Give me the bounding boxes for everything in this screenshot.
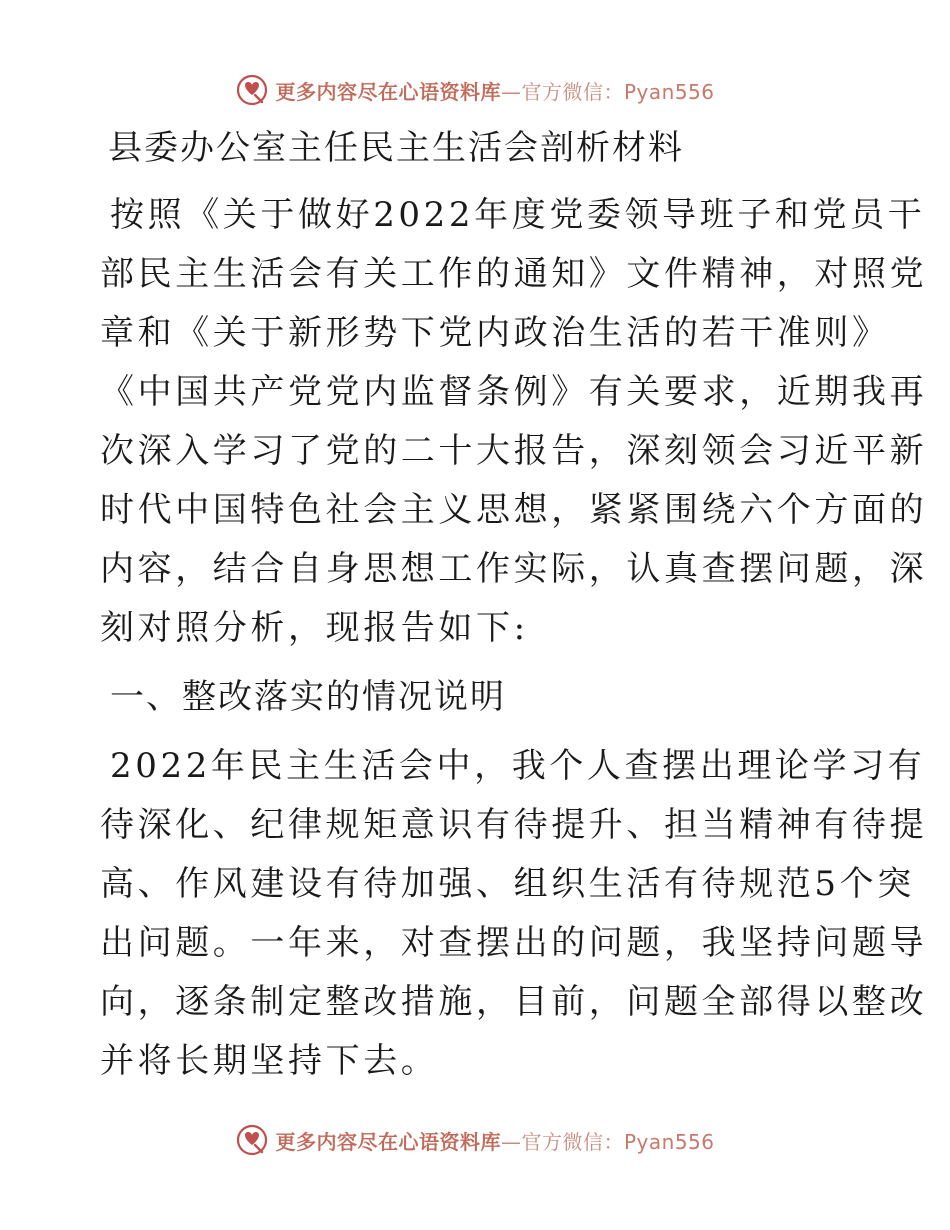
paragraph-line: 向，逐条制定整改措施，目前，问题全部得以整改 bbox=[100, 982, 928, 1022]
paragraph-line: 《中国共产党党内监督条例》有关要求，近期我再 bbox=[100, 372, 928, 412]
paragraph-line: 待深化、纪律规矩意识有待提升、担当精神有待提 bbox=[100, 805, 928, 845]
paragraph-line: 2022年民主生活会中，我个人查摆出理论学习有 bbox=[110, 746, 926, 786]
paragraph-line: 章和《关于新形势下党内政治生活的若干准则》 bbox=[100, 313, 890, 353]
section-heading: 一、整改落实的情况说明 bbox=[110, 677, 506, 717]
document-body bbox=[100, 122, 928, 1091]
header-watermark bbox=[0, 70, 950, 110]
document-title: 县委办公室主任民主生活会剖析材料 bbox=[108, 128, 684, 168]
heart-pen-logo-icon bbox=[235, 1123, 269, 1157]
footer-watermark bbox=[0, 1120, 950, 1160]
paragraph-line: 并将长期坚持下去。 bbox=[100, 1041, 439, 1081]
paragraph-line: 按照《关于做好2022年度党委领导班子和党员干 bbox=[110, 195, 926, 235]
paragraph-line: 出问题。一年来，对查摆出的问题，我坚持问题导 bbox=[100, 923, 928, 963]
paragraph-line: 时代中国特色社会主义思想，紧紧围绕六个方面的 bbox=[100, 490, 928, 530]
heart-pen-logo-icon bbox=[235, 73, 269, 107]
paragraph-line: 内容，结合自身思想工作实际，认真查摆问题，深 bbox=[100, 549, 928, 589]
paragraph-line: 高、作风建设有待加强、组织生活有待规范5个突 bbox=[100, 864, 915, 904]
watermark-text: 更多内容尽在心语资料库—官方微信：Pyan556 bbox=[275, 79, 715, 104]
paragraph-line: 刻对照分析，现报告如下: bbox=[100, 608, 529, 648]
watermark-text: 更多内容尽在心语资料库—官方微信：Pyan556 bbox=[275, 1129, 715, 1154]
paragraph-line: 次深入学习了党的二十大报告，深刻领会习近平新 bbox=[100, 431, 928, 471]
paragraph-2 bbox=[100, 737, 928, 1091]
paragraph-line: 部民主生活会有关工作的通知》文件精神，对照党 bbox=[100, 254, 928, 294]
paragraph-1 bbox=[100, 186, 928, 658]
